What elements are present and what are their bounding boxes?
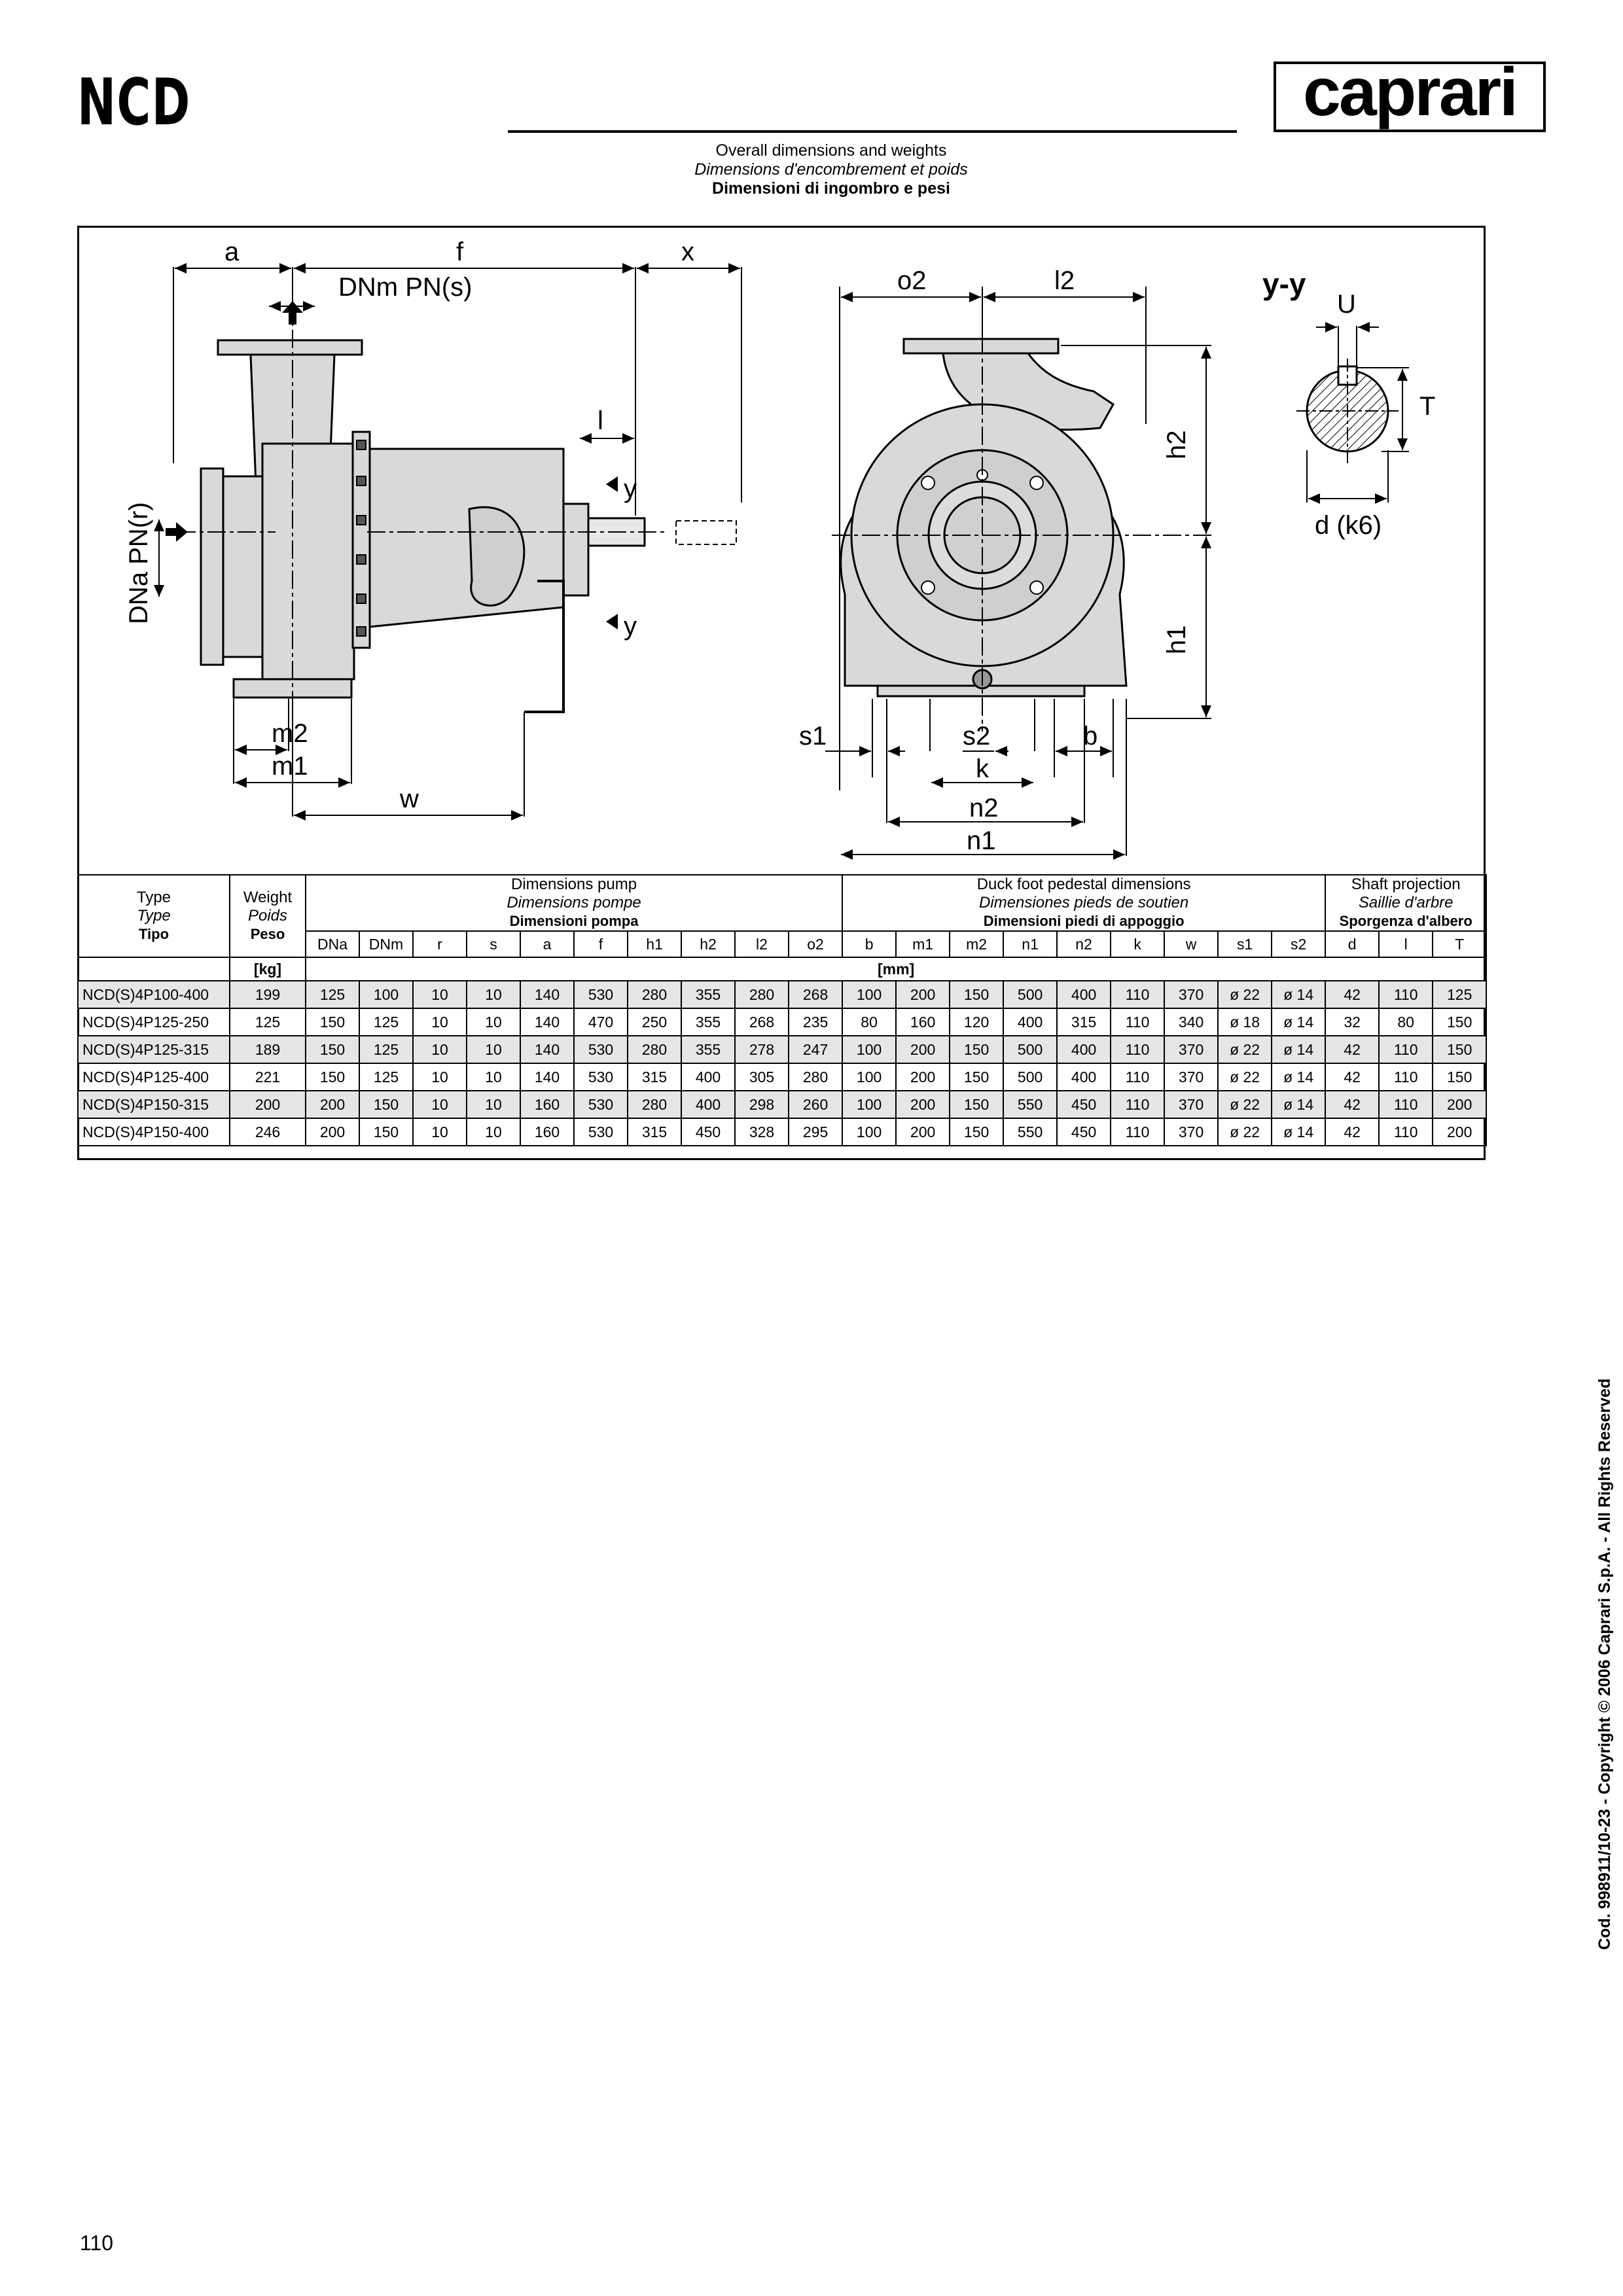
row-value: 125 <box>359 1063 413 1091</box>
column-header-k: k <box>1111 931 1164 957</box>
pump-fr: Dimensions pompe <box>507 894 641 911</box>
row-value: ø 14 <box>1272 1008 1325 1036</box>
row-value: 80 <box>1379 1008 1433 1036</box>
row-value: 295 <box>789 1118 842 1146</box>
row-value: 42 <box>1325 981 1379 1008</box>
row-value: 110 <box>1111 1091 1164 1118</box>
row-value: 150 <box>359 1118 413 1146</box>
units-row <box>78 957 1486 981</box>
section-title: y-y <box>1262 267 1306 301</box>
front-view <box>841 339 1126 696</box>
row-value: 298 <box>735 1091 789 1118</box>
row-value: 278 <box>735 1036 789 1063</box>
weight-it: Peso <box>250 926 285 942</box>
row-value: 268 <box>789 981 842 1008</box>
row-value: 80 <box>842 1008 896 1036</box>
row-value: 450 <box>1057 1118 1111 1146</box>
column-header-t: T <box>1433 931 1486 957</box>
row-value: 100 <box>842 1036 896 1063</box>
side-view <box>201 340 645 698</box>
row-value: 150 <box>950 981 1003 1008</box>
row-value: 150 <box>306 1063 359 1091</box>
row-value: 110 <box>1379 1063 1433 1091</box>
row-weight: 246 <box>230 1118 306 1146</box>
column-header-b: b <box>842 931 896 957</box>
column-header-m2: m2 <box>950 931 1003 957</box>
shaft-section <box>1296 359 1399 463</box>
row-value: 120 <box>950 1008 1003 1036</box>
row-type: NCD(S)4P100-400 <box>78 981 230 1008</box>
row-value: 260 <box>789 1091 842 1118</box>
label-f: f <box>456 238 464 266</box>
row-value: ø 22 <box>1218 981 1272 1008</box>
row-value: ø 14 <box>1272 1118 1325 1146</box>
row-value: 110 <box>1111 1118 1164 1146</box>
column-header-s: s <box>467 931 520 957</box>
row-value: 125 <box>359 1008 413 1036</box>
model-title: NCD <box>77 65 191 140</box>
label-m1: m1 <box>272 752 308 781</box>
row-value: 140 <box>520 1063 574 1091</box>
type-header <box>78 875 230 957</box>
row-value: 280 <box>789 1063 842 1091</box>
row-value: 305 <box>735 1063 789 1091</box>
page-number: 110 <box>80 2231 114 2255</box>
table-row <box>78 981 1486 1008</box>
row-value: 150 <box>1433 1063 1486 1091</box>
row-value: 355 <box>681 1008 735 1036</box>
row-value: 400 <box>1003 1008 1057 1036</box>
row-value: 530 <box>574 981 628 1008</box>
row-value: 200 <box>896 1036 950 1063</box>
column-header-a: a <box>520 931 574 957</box>
row-value: 550 <box>1003 1091 1057 1118</box>
label-k: k <box>976 754 989 783</box>
units-blank <box>78 957 230 981</box>
row-value: 32 <box>1325 1008 1379 1036</box>
row-value: 42 <box>1325 1063 1379 1091</box>
row-value: 400 <box>1057 1036 1111 1063</box>
column-header-n1: n1 <box>1003 931 1057 957</box>
row-value: 10 <box>467 1063 520 1091</box>
table-row <box>78 1036 1486 1063</box>
row-value: 110 <box>1111 1036 1164 1063</box>
shaft-en: Shaft projection <box>1351 875 1461 893</box>
row-value: 110 <box>1379 1118 1433 1146</box>
label-n2: n2 <box>969 794 999 822</box>
column-header-f: f <box>574 931 628 957</box>
label-s2: s2 <box>963 722 991 751</box>
column-header-n2: n2 <box>1057 931 1111 957</box>
row-value: 400 <box>1057 1063 1111 1091</box>
shaft-fr: Saillie d'arbre <box>1358 894 1454 911</box>
type-en: Type <box>136 889 171 906</box>
row-value: 140 <box>520 1036 574 1063</box>
row-value: 200 <box>896 1118 950 1146</box>
row-value: 370 <box>1164 981 1218 1008</box>
row-value: ø 22 <box>1218 1036 1272 1063</box>
row-value: ø 22 <box>1218 1118 1272 1146</box>
row-value: 125 <box>1433 981 1486 1008</box>
row-value: 370 <box>1164 1063 1218 1091</box>
row-weight: 199 <box>230 981 306 1008</box>
row-value: 450 <box>681 1118 735 1146</box>
dimensions-table <box>77 874 1487 1146</box>
row-value: 530 <box>574 1063 628 1091</box>
row-type: NCD(S)4P150-400 <box>78 1118 230 1146</box>
row-value: 160 <box>520 1091 574 1118</box>
row-value: 10 <box>467 981 520 1008</box>
column-header-dnm: DNm <box>359 931 413 957</box>
pump-drawing <box>79 228 1484 875</box>
row-value: 235 <box>789 1008 842 1036</box>
row-value: 268 <box>735 1008 789 1036</box>
row-value: 200 <box>1433 1091 1486 1118</box>
shaft-end-outline <box>676 521 736 544</box>
row-value: ø 14 <box>1272 1036 1325 1063</box>
subtitle-it: Dimensioni di ingombro e pesi <box>712 179 950 198</box>
row-value: 160 <box>520 1118 574 1146</box>
column-header-m1: m1 <box>896 931 950 957</box>
row-value: 200 <box>1433 1118 1486 1146</box>
subtitle-en: Overall dimensions and weights <box>715 141 947 160</box>
row-value: 530 <box>574 1036 628 1063</box>
row-value: 150 <box>950 1091 1003 1118</box>
row-type: NCD(S)4P125-250 <box>78 1008 230 1036</box>
row-value: 42 <box>1325 1036 1379 1063</box>
label-w: w <box>400 785 419 813</box>
row-value: 250 <box>628 1008 681 1036</box>
row-value: 42 <box>1325 1091 1379 1118</box>
row-value: 315 <box>628 1063 681 1091</box>
row-value: 10 <box>467 1118 520 1146</box>
pump-dimensions-header <box>306 875 842 931</box>
column-header-l: l <box>1379 931 1433 957</box>
row-value: 100 <box>842 1118 896 1146</box>
shaft-projection-header <box>1325 875 1486 931</box>
row-value: 100 <box>842 1091 896 1118</box>
foot-it: Dimensioni piedi di appoggio <box>983 913 1185 929</box>
row-value: 315 <box>1057 1008 1111 1036</box>
row-value: 400 <box>681 1091 735 1118</box>
label-y-top: y <box>624 474 637 503</box>
row-value: 10 <box>467 1036 520 1063</box>
row-value: 150 <box>1433 1036 1486 1063</box>
row-value: 150 <box>950 1036 1003 1063</box>
pump-it: Dimensioni pompa <box>509 913 639 929</box>
column-header-l2: l2 <box>735 931 789 957</box>
table-row <box>78 1063 1486 1091</box>
row-value: 100 <box>842 1063 896 1091</box>
row-value: 100 <box>842 981 896 1008</box>
label-d-k6: d (k6) <box>1315 511 1382 540</box>
row-value: 200 <box>896 981 950 1008</box>
column-header-dna: DNa <box>306 931 359 957</box>
label-l: l <box>597 406 603 435</box>
row-value: 500 <box>1003 981 1057 1008</box>
row-value: 328 <box>735 1118 789 1146</box>
type-it: Tipo <box>138 926 169 942</box>
row-value: 140 <box>520 981 574 1008</box>
row-value: 10 <box>413 1091 467 1118</box>
label-n1: n1 <box>967 826 996 855</box>
row-value: 10 <box>413 1008 467 1036</box>
row-value: 110 <box>1379 981 1433 1008</box>
row-value: 400 <box>1057 981 1111 1008</box>
row-value: 100 <box>359 981 413 1008</box>
row-weight: 221 <box>230 1063 306 1091</box>
row-value: 400 <box>681 1063 735 1091</box>
row-value: 530 <box>574 1118 628 1146</box>
shaft-it: Sporgenza d'albero <box>1339 913 1472 929</box>
weight-fr: Poids <box>247 907 288 925</box>
label-m2: m2 <box>272 719 308 748</box>
row-value: 10 <box>413 1036 467 1063</box>
label-s1: s1 <box>799 722 827 751</box>
row-value: 125 <box>306 981 359 1008</box>
foot-fr: Dimensiones pieds de soutien <box>979 894 1189 911</box>
unit-kg: [kg] <box>230 957 306 981</box>
logo-text: caprari <box>1303 54 1516 130</box>
unit-mm: [mm] <box>306 957 1486 981</box>
row-value: 10 <box>413 1063 467 1091</box>
row-value: ø 14 <box>1272 981 1325 1008</box>
row-value: 200 <box>306 1118 359 1146</box>
row-weight: 189 <box>230 1036 306 1063</box>
row-value: 125 <box>359 1036 413 1063</box>
row-value: 10 <box>467 1008 520 1036</box>
column-header-r: r <box>413 931 467 957</box>
column-header-s2: s2 <box>1272 931 1325 957</box>
subtitle-fr: Dimensions d'encombrement et poids <box>694 160 968 179</box>
subtitle <box>0 141 1623 198</box>
row-value: 110 <box>1111 1008 1164 1036</box>
row-type: NCD(S)4P125-400 <box>78 1063 230 1091</box>
row-value: 370 <box>1164 1118 1218 1146</box>
row-value: 150 <box>306 1036 359 1063</box>
label-a: a <box>224 238 240 266</box>
row-value: 530 <box>574 1091 628 1118</box>
row-value: ø 18 <box>1218 1008 1272 1036</box>
column-header-h2: h2 <box>681 931 735 957</box>
label-h2: h2 <box>1162 430 1191 459</box>
table-row <box>78 1118 1486 1146</box>
dimensions-table-wrap <box>77 874 1486 1146</box>
caprari-logo <box>1274 54 1546 132</box>
row-type: NCD(S)4P150-315 <box>78 1091 230 1118</box>
row-value: 470 <box>574 1008 628 1036</box>
column-header-w: w <box>1164 931 1218 957</box>
weight-header <box>230 875 306 957</box>
row-value: 550 <box>1003 1118 1057 1146</box>
row-value: ø 14 <box>1272 1091 1325 1118</box>
row-value: 500 <box>1003 1063 1057 1091</box>
label-o2: o2 <box>897 266 927 295</box>
row-value: 355 <box>681 981 735 1008</box>
row-value: 150 <box>1433 1008 1486 1036</box>
row-value: 500 <box>1003 1036 1057 1063</box>
row-value: 280 <box>628 1036 681 1063</box>
row-type: NCD(S)4P125-315 <box>78 1036 230 1063</box>
label-l2: l2 <box>1054 266 1075 295</box>
row-value: 280 <box>628 1091 681 1118</box>
row-weight: 200 <box>230 1091 306 1118</box>
row-value: ø 22 <box>1218 1063 1272 1091</box>
row-value: 42 <box>1325 1118 1379 1146</box>
row-value: 110 <box>1379 1091 1433 1118</box>
row-value: 247 <box>789 1036 842 1063</box>
row-value: 200 <box>896 1063 950 1091</box>
label-dnm: DNm PN(s) <box>338 273 473 302</box>
column-header-h1: h1 <box>628 931 681 957</box>
column-header-d: d <box>1325 931 1379 957</box>
label-dna: DNa PN(r) <box>124 502 153 624</box>
pump-en: Dimensions pump <box>511 875 637 893</box>
row-value: 150 <box>306 1008 359 1036</box>
row-value: 340 <box>1164 1008 1218 1036</box>
label-y-bottom: y <box>624 612 637 641</box>
row-value: 160 <box>896 1008 950 1036</box>
row-value: 10 <box>413 981 467 1008</box>
copyright-notice: Cod. 998911/10-23 - Copyright © 2006 Caprari S.p.A. - All Rights Reserved <box>1596 1378 1614 1950</box>
type-fr: Type <box>137 907 171 925</box>
weight-en: Weight <box>243 889 293 906</box>
label-U: U <box>1337 290 1356 319</box>
foot-en: Duck foot pedestal dimensions <box>976 875 1191 893</box>
header-rule <box>508 130 1237 133</box>
label-T: T <box>1419 392 1436 421</box>
row-value: 150 <box>359 1091 413 1118</box>
row-value: 370 <box>1164 1036 1218 1063</box>
row-value: 10 <box>467 1091 520 1118</box>
row-value: 10 <box>413 1118 467 1146</box>
row-value: 355 <box>681 1036 735 1063</box>
row-weight: 125 <box>230 1008 306 1036</box>
row-value: 280 <box>628 981 681 1008</box>
row-value: 200 <box>896 1091 950 1118</box>
row-value: 370 <box>1164 1091 1218 1118</box>
label-h1: h1 <box>1162 625 1191 654</box>
column-header-s1: s1 <box>1218 931 1272 957</box>
label-x: x <box>681 238 694 266</box>
row-value: 110 <box>1379 1036 1433 1063</box>
row-value: 200 <box>306 1091 359 1118</box>
row-value: ø 22 <box>1218 1091 1272 1118</box>
row-value: 280 <box>735 981 789 1008</box>
row-value: ø 14 <box>1272 1063 1325 1091</box>
row-value: 315 <box>628 1118 681 1146</box>
row-value: 150 <box>950 1063 1003 1091</box>
row-value: 110 <box>1111 981 1164 1008</box>
column-header-o2: o2 <box>789 931 842 957</box>
table-row <box>78 1008 1486 1036</box>
row-value: 450 <box>1057 1091 1111 1118</box>
label-b: b <box>1083 722 1098 751</box>
row-value: 110 <box>1111 1063 1164 1091</box>
table-row <box>78 1091 1486 1118</box>
row-value: 140 <box>520 1008 574 1036</box>
foot-dimensions-header <box>842 875 1325 931</box>
row-value: 150 <box>950 1118 1003 1146</box>
